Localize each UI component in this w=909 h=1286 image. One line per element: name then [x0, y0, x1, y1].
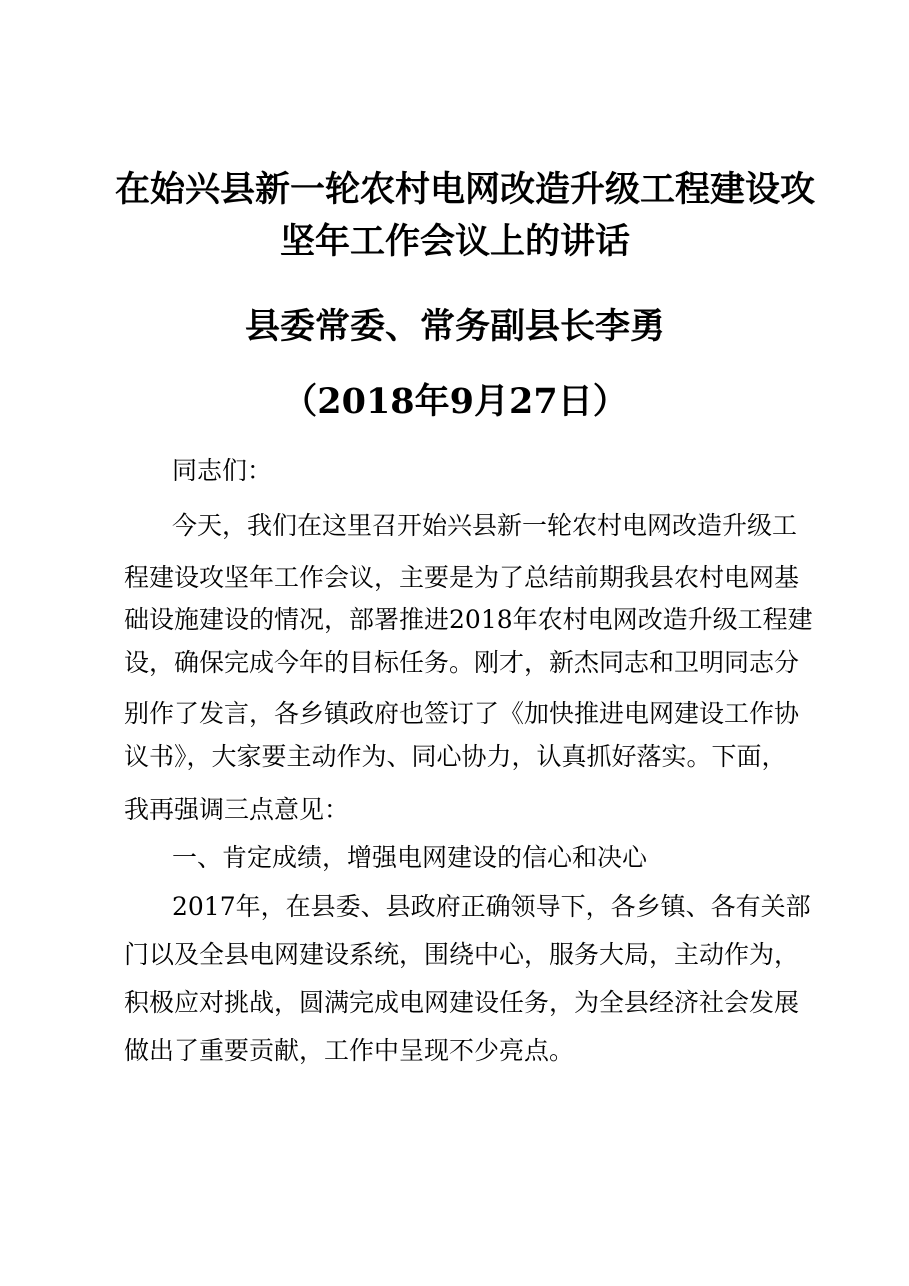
paragraph-1-line: 础设施建设的情况，部署推进2018年农村电网改造升级工程建 [124, 605, 813, 634]
salutation: 同志们： [172, 456, 273, 485]
speech-date: （2018年9月27日） [282, 381, 628, 422]
paragraph-2-line: 门以及全县电网建设系统，围绕中心，服务大局，主动作为， [124, 940, 800, 969]
paragraph-2-line: 做出了重要贡献，工作中呈现不少亮点。 [124, 1036, 575, 1065]
paragraph-2-line: 2017年，在县委、县政府正确领导下，各乡镇、各有关部 [172, 892, 811, 921]
paragraph-1-line: 设，确保完成今年的目标任务。刚才，新杰同志和卫明同志分 [124, 648, 800, 677]
paragraph-1-line: 议书》，大家要主动作为、同心协力，认真抓好落实。下面， [124, 742, 787, 771]
document-title-line-2: 坚年工作会议上的讲话 [279, 221, 630, 262]
document-title-line-1: 在始兴县新一轮农村电网改造升级工程建设攻 [115, 169, 816, 210]
paragraph-1-line: 程建设攻坚年工作会议，主要是为了总结前期我县农村电网基 [124, 563, 800, 592]
paragraph-1-line: 别作了发言，各乡镇政府也签订了《加快推进电网建设工作协 [124, 699, 800, 728]
speaker-line: 县委常委、常务副县长李勇 [244, 306, 665, 347]
paragraph-2-line: 积极应对挑战，圆满完成电网建设任务，为全县经济社会发展 [124, 988, 800, 1017]
paragraph-1-line: 今天，我们在这里召开始兴县新一轮农村电网改造升级工 [172, 511, 798, 540]
section-1-heading: 一、肯定成绩，增强电网建设的信心和决心 [172, 843, 648, 872]
paragraph-1-line: 我再强调三点意见： [124, 795, 350, 824]
